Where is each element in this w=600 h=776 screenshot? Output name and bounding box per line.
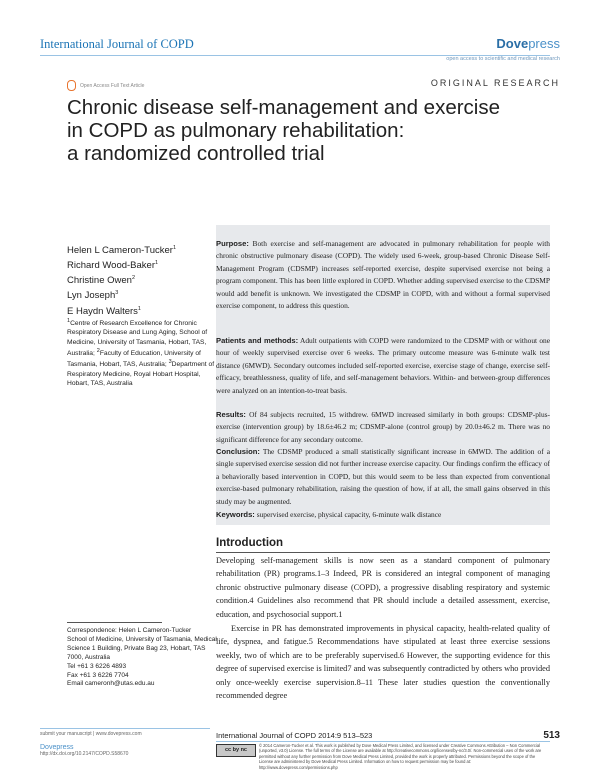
footer-divider xyxy=(40,728,210,729)
abstract-results: Results: Of 84 subjects recruited, 15 withdrew. 6MWD increased similarly in both groups: CDSMP-plus-exercise (intervention group) by 18.6±46.2 m; CDSMP-alone (control group) by 20.0±46.2 m. There was no significant difference for any secondary outcome. xyxy=(216,410,550,444)
article-title xyxy=(67,96,547,165)
publisher-logo[interactable] xyxy=(496,36,560,51)
intro-body xyxy=(216,554,550,702)
correspondence-email[interactable]: Email cameronh@utas.edu.au xyxy=(67,680,155,688)
abstract-methods: Patients and methods: Adult outpatients with COPD were randomized to the CDSMP with or without one hour of weekly supervised exercise over 6 weeks. The primary outcome measure was 6-minute walk test distance (6MWD). Secondary outcomes included self-reported exercise, exercise stage of change, exercise self-efficacy, breathlessness, quality of life, and self-management behaviors. Within- and between-group differences were analyzed on an intention-to-treat basis. xyxy=(216,336,550,395)
affiliations: $^1$Centre of Research Excellence for Chronic Respiratory Disease and Lung Aging, School of Medicine, University of Tasmania, Hobart, TAS, Australia; $^2$Faculty of Education, University of Tasmania, Hobart, TAS, Australia; $^3$Department of Respiratory Medicine, Royal Hobart Hospital, Hobart, TAS, Australia xyxy=(67,318,215,387)
footer-divider-right xyxy=(216,741,550,742)
abstract-conclusion: Conclusion: The CDSMP produced a small statistically significant increase in 6MWD. The addition of a single supervised exercise session did not further increase exercise capacity. Our findings confirm the efficacy of a behaviorally based intervention in COPD, but this would seem to be less than expected from conventional exercise-based pulmonary rehabilitation, raising the question of how, if at all, the small gains observed in this study may be augmented. xyxy=(216,447,550,506)
open-access-badge xyxy=(67,80,144,91)
footer-left xyxy=(40,731,142,758)
journal-name: International Journal of COPD xyxy=(40,37,194,51)
correspondence: Correspondence: Helen L Cameron-Tucker School of Medicine, University of Tasmania, Medical Science 1 Building, Private Bag 23, Hobart, TAS 7000, Australia Tel +61 3 6226 4893 Fax +61 3 6226 7704 Email cameronh@utas.edu.au xyxy=(67,627,217,688)
intro-heading: Introduction xyxy=(216,537,284,549)
page-number: 513 xyxy=(543,730,560,741)
author: Helen L Cameron-Tucker$^1$ xyxy=(67,245,177,257)
intro-paragraph: Developing self-management skills is now seen as a standard component of pulmonary rehabilitation (PR) programs.1–3 Indeed, PR is considered an integral component of managing chronic obstructive pulmonary disease (COPD), a progressive disabling respiratory and systemic condition.4 Guidelines also recommend that PR should include a detailed assessment, exercise, education, and psychosocial support.1 xyxy=(216,556,550,619)
open-access-icon xyxy=(67,80,76,91)
author: Richard Wood-Baker$^1$ xyxy=(67,260,159,272)
abstract-box xyxy=(216,225,550,525)
title-line: a randomized controlled trial xyxy=(67,142,325,165)
article-type: ORIGINAL RESEARCH xyxy=(430,78,560,88)
correspondence-divider xyxy=(67,622,162,623)
author-list xyxy=(67,242,176,318)
footer-journal-citation: International Journal of COPD 2014:9 513–523 xyxy=(216,731,373,740)
abstract-purpose: Purpose: Both exercise and self-management are advocated in pulmonary rehabilitation for people with chronic obstructive pulmonary disease (COPD). The widely used 6-week, group-based Chronic Disease Self-Management Program (CDSMP) increases self-reported exercise, despite supervised exercise not being a program component. This has been little explored in COPD. Whether adding supervised exercise to the CDSMP would add benefit is unknown. We investigated the CDSMP in COPD, with and without a formal supervised exercise component, to address this question. xyxy=(216,239,550,311)
footer-publisher-logo[interactable]: Dovepress xyxy=(40,743,74,751)
title-line: in COPD as pulmonary rehabilitation: xyxy=(67,119,405,142)
abstract-keywords: Keywords: supervised exercise, physical capacity, 6-minute walk distance xyxy=(216,510,442,519)
open-access-label: Open Access Full Text Article xyxy=(80,82,145,89)
intro-paragraph: Exercise in PR has demonstrated improvements in physical capacity, health-related quality of life, dyspnea, and fatigue.5 Recommendations have stipulated at least three exercise sessions weekly, two of which are to be preferably supervised.6 However, the supporting evidence for this degree of supervised exercise is limited7 and was subsequently contradicted by others who provided only once-weekly exercise supervision.8–11 These later studies question the conventionally recommended degree xyxy=(216,624,550,701)
doi-link[interactable]: http://dx.doi.org/10.2147/COPD.S58670 xyxy=(40,751,129,757)
submit-link[interactable]: submit your manuscript | www.dovepress.com xyxy=(40,731,142,737)
license-text: © 2014 Cameron-Tucker et al. This work is published by Dove Medical Press Limited, and licensed under Creative Commons Attribution – Non Commercial (unported, v3.0) License. The full terms of the License are available at http://creativecommons.org/licenses/by-nc/3.0/. Non-commercial uses of the work are permitted without any further permission from Dove Medical Press Limited, provided the work is properly attributed. Permissions beyond the scope of the License are administered by Dove Medical Press Limited. Information on how to request permission may be found at: http://www.dovepress.com/permissions.php xyxy=(259,743,542,770)
publisher-tagline: open access to scientific and medical research xyxy=(446,56,560,62)
creative-commons-badge[interactable]: cc by nc xyxy=(216,744,256,757)
author: Lyn Joseph$^3$ xyxy=(67,290,119,302)
publisher-logo-a: Dove xyxy=(496,36,529,51)
author: E Haydn Walters$^1$ xyxy=(67,305,141,317)
author: Christine Owen$^2$ xyxy=(67,275,136,287)
intro-divider xyxy=(216,552,550,553)
title-line: Chronic disease self-management and exercise xyxy=(67,96,501,119)
publisher-logo-b: press xyxy=(528,36,560,51)
